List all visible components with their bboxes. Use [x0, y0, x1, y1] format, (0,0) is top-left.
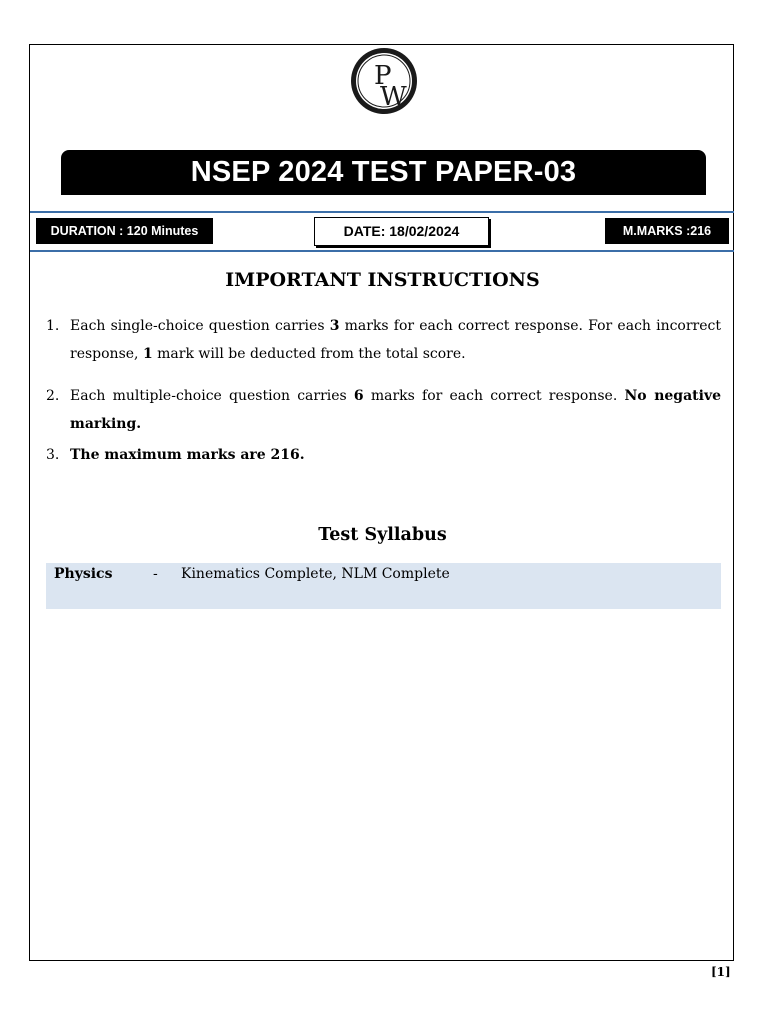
logo-letter-w: W: [380, 82, 407, 112]
page-title: NSEP 2024 TEST PAPER-03: [190, 156, 577, 188]
page-number: [1]: [711, 965, 731, 979]
syllabus-dash: -: [153, 566, 158, 582]
syllabus-subject: Physics: [54, 566, 113, 582]
syllabus-heading: Test Syllabus: [318, 525, 447, 545]
title-banner: [61, 150, 706, 195]
instructions-heading: IMPORTANT INSTRUCTIONS: [225, 269, 540, 291]
instruction-text: Each multiple-choice question carries 6 marks for each correct response. No negative marking.: [70, 388, 721, 432]
instruction-number: 2.: [46, 388, 60, 404]
instruction-item: [46, 312, 721, 368]
pw-logo: [349, 47, 419, 115]
divider-top: [30, 211, 734, 213]
instruction-text: Each single-choice question carries 3 marks for each correct response. For each incorrect response, 1 mark will be deducted from the total score.: [70, 318, 722, 362]
date-box: DATE: 18/02/2024: [314, 217, 489, 246]
syllabus-topics: Kinematics Complete, NLM Complete: [181, 566, 450, 582]
duration-badge: DURATION : 120 Minutes: [36, 218, 213, 244]
instruction-number: 1.: [46, 318, 60, 334]
max-marks-badge: M.MARKS :216: [605, 218, 729, 244]
divider-bottom: [30, 250, 734, 252]
syllabus-row: [46, 563, 721, 609]
instruction-item: [46, 382, 721, 438]
instruction-item: [46, 441, 721, 469]
logo-letter-p: P: [374, 61, 392, 91]
instruction-number: 3.: [46, 447, 60, 463]
instruction-text: The maximum marks are 216.: [70, 447, 305, 463]
